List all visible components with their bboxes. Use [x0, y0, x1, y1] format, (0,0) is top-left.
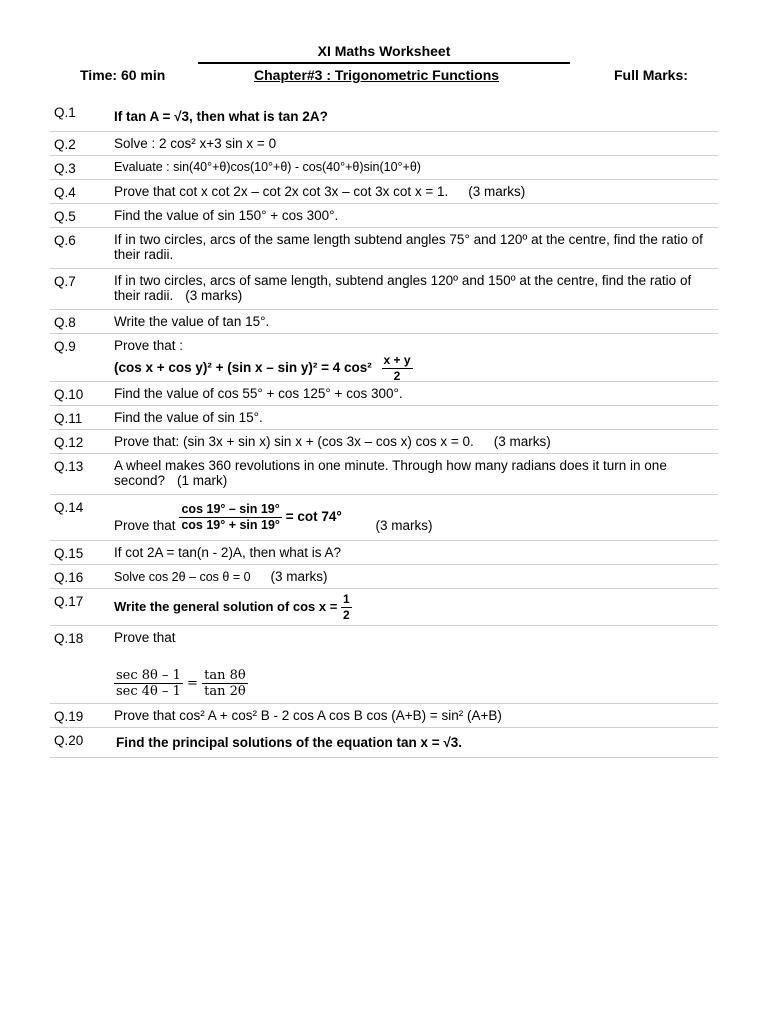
- question-text: [114, 184, 712, 199]
- question-number: Q.16: [54, 570, 84, 585]
- title-rule: [198, 62, 570, 64]
- fraction-numerator: 1: [342, 592, 350, 606]
- fraction-numerator: sec 8θ – 1: [116, 668, 181, 683]
- question-row: [50, 589, 718, 626]
- question-body: Prove that cot x cot 2x – cot 2x cot 3x – cot 3x cot x = 1.: [114, 184, 449, 199]
- question-row: [50, 100, 718, 132]
- question-text: Prove that: [114, 630, 176, 645]
- question-row: [50, 228, 718, 269]
- question-row: [50, 334, 718, 382]
- question-number: Q.5: [54, 209, 76, 224]
- fraction-denominator: 2: [393, 369, 401, 383]
- marks-label: (3 marks): [468, 184, 526, 199]
- full-marks-label: Full Marks:: [614, 67, 688, 83]
- question-number: Q.19: [54, 709, 84, 724]
- question-body: A wheel makes 360 revolutions in one minute. Through how many radians does it turn in one second?: [114, 458, 667, 488]
- equation-right: = cot 74°: [285, 509, 342, 525]
- question-row: [50, 430, 718, 454]
- question-row: [50, 406, 718, 430]
- question-number: Q.4: [54, 185, 76, 200]
- worksheet-title: XI Maths Worksheet: [317, 43, 451, 59]
- question-number: Q.15: [54, 546, 84, 561]
- fraction-left: [114, 668, 183, 699]
- question-row: [50, 180, 718, 204]
- question-text: Prove that cos² A + cos² B - 2 cos A cos B cos (A+B) = sin² (A+B): [114, 708, 502, 723]
- question-number: Q.6: [54, 233, 76, 248]
- question-body: Prove that: [114, 518, 176, 533]
- question-number: Q.18: [54, 631, 84, 646]
- question-number: Q.9: [54, 339, 76, 354]
- question-row: [50, 204, 718, 228]
- question-text: Find the value of cos 55° + cos 125° + cos 300°.: [114, 386, 403, 401]
- question-text: [114, 592, 712, 623]
- question-text: Evaluate : sin(40°+θ)cos(10°+θ) - cos(40°+θ)sin(10°+θ): [114, 160, 421, 174]
- questions-table: [50, 100, 718, 758]
- equation-left: (cos x + cos y)² + (sin x – sin y)² = 4 cos²: [114, 360, 372, 376]
- question-row: [50, 541, 718, 565]
- question-number: Q.13: [54, 459, 84, 474]
- question-number: Q.10: [54, 387, 84, 402]
- question-text: [114, 273, 712, 303]
- question-text: If cot 2A = tan(n - 2)A, then what is A?: [114, 545, 342, 560]
- question-text: Find the value of sin 15°.: [114, 410, 263, 425]
- question-text: [114, 434, 712, 449]
- question-text: [114, 338, 712, 384]
- question-row: [50, 728, 718, 758]
- marks-label: (1 mark): [177, 473, 228, 488]
- question-row: [50, 382, 718, 406]
- question-number: Q.2: [54, 137, 76, 152]
- question-text: Solve : 2 cos² x+3 sin x = 0: [114, 136, 277, 151]
- fraction-denominator: 2: [342, 608, 350, 622]
- fraction: [382, 353, 413, 384]
- question-body: If in two circles, arcs of same length, subtend angles 120º and 150º at the centre, find the ratio of their radii.: [114, 273, 692, 303]
- question-number: Q.12: [54, 435, 84, 450]
- question-row: [50, 269, 718, 310]
- question-row: [50, 495, 718, 541]
- question-body: Write the general solution of cos x =: [114, 598, 338, 614]
- question-text: Write the value of tan 15°.: [114, 314, 270, 329]
- question-number: Q.14: [54, 500, 84, 515]
- question-number: Q.7: [54, 274, 76, 289]
- fraction-denominator: tan 2θ: [204, 684, 246, 699]
- fraction-denominator: sec 4θ – 1: [116, 684, 181, 699]
- question-text: If tan A = √3, then what is tan 2A?: [114, 109, 328, 124]
- chapter-title: Chapter#3 : Trigonometric Functions: [254, 67, 500, 83]
- question-number: Q.3: [54, 161, 76, 176]
- question-number: Q.20: [54, 733, 84, 748]
- marks-label: (3 marks): [493, 434, 551, 449]
- question-row: [50, 132, 718, 156]
- question-body: Prove that: (sin 3x + sin x) sin x + (cos 3x – cos x) cos x = 0.: [114, 434, 474, 449]
- question-row: [50, 565, 718, 589]
- question-body: Solve cos 2θ – cos θ = 0: [114, 570, 251, 584]
- question-number: Q.1: [54, 105, 76, 120]
- question-text: [114, 498, 712, 533]
- marks-label: (3 marks): [375, 518, 433, 533]
- fraction: [341, 592, 352, 623]
- fraction-numerator: cos 19° – sin 19°: [179, 502, 282, 518]
- question-row: [50, 704, 718, 728]
- equation: $\frac{\sec 8\theta - 1}{\sec 4\theta - 1}$ = $\frac{\tan 8\theta}{\tan 2\theta}$: [116, 668, 246, 699]
- fraction-denominator: cos 19° + sin 19°: [181, 518, 280, 532]
- marks-label: (3 marks): [185, 288, 243, 303]
- fraction: [179, 502, 282, 533]
- question-text: [114, 458, 712, 488]
- fraction-numerator: x + y: [383, 353, 411, 367]
- question-text: If in two circles, arcs of the same length subtend angles 75° and 120º at the centre, find the ratio of their radii.: [114, 232, 703, 262]
- question-text: [114, 569, 712, 585]
- question-number: Q.17: [54, 594, 84, 609]
- question-number: Q.11: [54, 411, 83, 426]
- question-row: [50, 156, 718, 180]
- question-row: [50, 626, 718, 704]
- question-number: Q.8: [54, 315, 76, 330]
- question-text: Find the principal solutions of the equation tan x = √3.: [116, 735, 463, 750]
- question-body: Prove that :: [114, 338, 184, 353]
- fraction-numerator: tan 8θ: [204, 668, 246, 683]
- question-row: [50, 310, 718, 334]
- fraction-right: [202, 668, 248, 699]
- time-label: Time: 60 min: [80, 67, 166, 83]
- marks-label: (3 marks): [270, 569, 328, 584]
- question-text: Find the value of sin 150° + cos 300°.: [114, 208, 339, 223]
- question-row: [50, 454, 718, 495]
